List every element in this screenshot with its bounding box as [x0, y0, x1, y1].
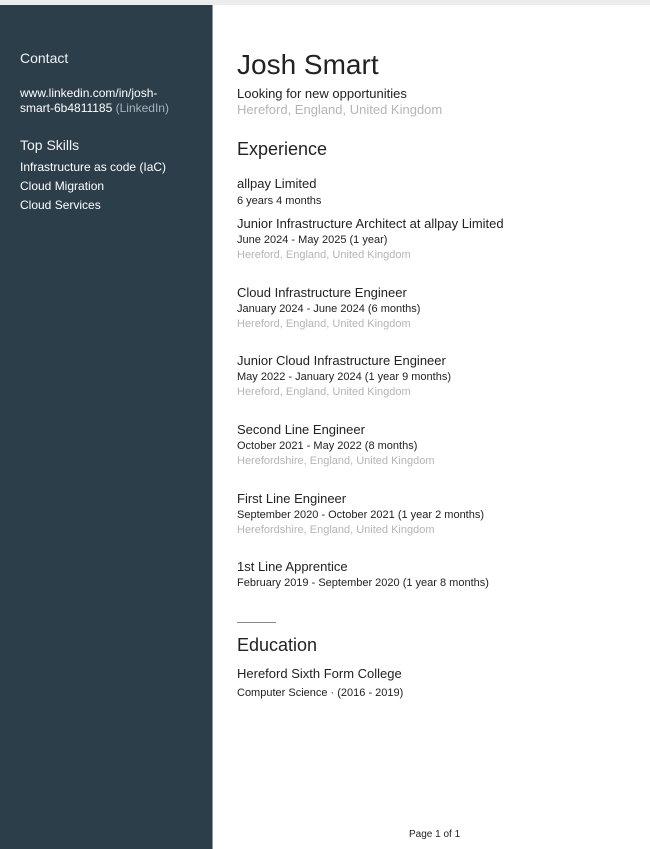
role-title: Second Line Engineer [237, 422, 365, 437]
role-title: 1st Line Apprentice [237, 559, 348, 574]
role-title: First Line Engineer [237, 491, 347, 506]
linkedin-url-line1[interactable]: www.linkedin.com/in/josh- [20, 86, 158, 100]
page-number: Page 1 of 1 [409, 829, 461, 840]
role-dates: May 2022 - January 2024 (1 year 9 months) [237, 371, 452, 383]
role-title: Cloud Infrastructure Engineer [237, 285, 407, 300]
role-dates: June 2024 - May 2025 (1 year) [237, 234, 388, 246]
role-location: Herefordshire, England, United Kingdom [237, 455, 435, 467]
role-dates: February 2019 - September 2020 (1 year 8 months) [237, 577, 489, 589]
skill-item: Infrastructure as code (IaC) [20, 160, 167, 174]
education-heading: Education [237, 635, 318, 655]
linkedin-contact[interactable] [20, 86, 205, 116]
linkedin-url-line2[interactable]: smart-6b4811185 [20, 101, 113, 115]
section-divider [237, 622, 276, 623]
role-location: Hereford, England, United Kingdom [237, 249, 411, 261]
company-tenure: 6 years 4 months [237, 195, 322, 207]
top-skills-heading: Top Skills [20, 137, 80, 153]
role-title: Junior Infrastructure Architect at allpay Limited [237, 216, 504, 231]
company-name: allpay Limited [237, 176, 317, 191]
role-dates: September 2020 - October 2021 (1 year 2 months) [237, 509, 485, 521]
role-title: Junior Cloud Infrastructure Engineer [237, 353, 446, 368]
role-dates: January 2024 - June 2024 (6 months) [237, 303, 421, 315]
profile-headline: Looking for new opportunities [237, 86, 407, 101]
contact-heading: Contact [20, 50, 69, 66]
skill-item: Cloud Migration [20, 179, 105, 193]
role-location: Hereford, England, United Kingdom [237, 318, 411, 330]
role-dates: October 2021 - May 2022 (8 months) [237, 440, 418, 452]
sidebar [0, 5, 213, 849]
linkedin-label: (LinkedIn) [112, 101, 169, 115]
education-detail: Computer Science · (2016 - 2019) [237, 687, 404, 699]
profile-location: Hereford, England, United Kingdom [237, 102, 443, 117]
role-location: Hereford, England, United Kingdom [237, 386, 411, 398]
school-name: Hereford Sixth Form College [237, 666, 402, 681]
role-location: Herefordshire, England, United Kingdom [237, 524, 435, 536]
profile-name: Josh Smart [237, 49, 379, 80]
experience-heading: Experience [237, 139, 328, 159]
skill-item: Cloud Services [20, 198, 101, 212]
